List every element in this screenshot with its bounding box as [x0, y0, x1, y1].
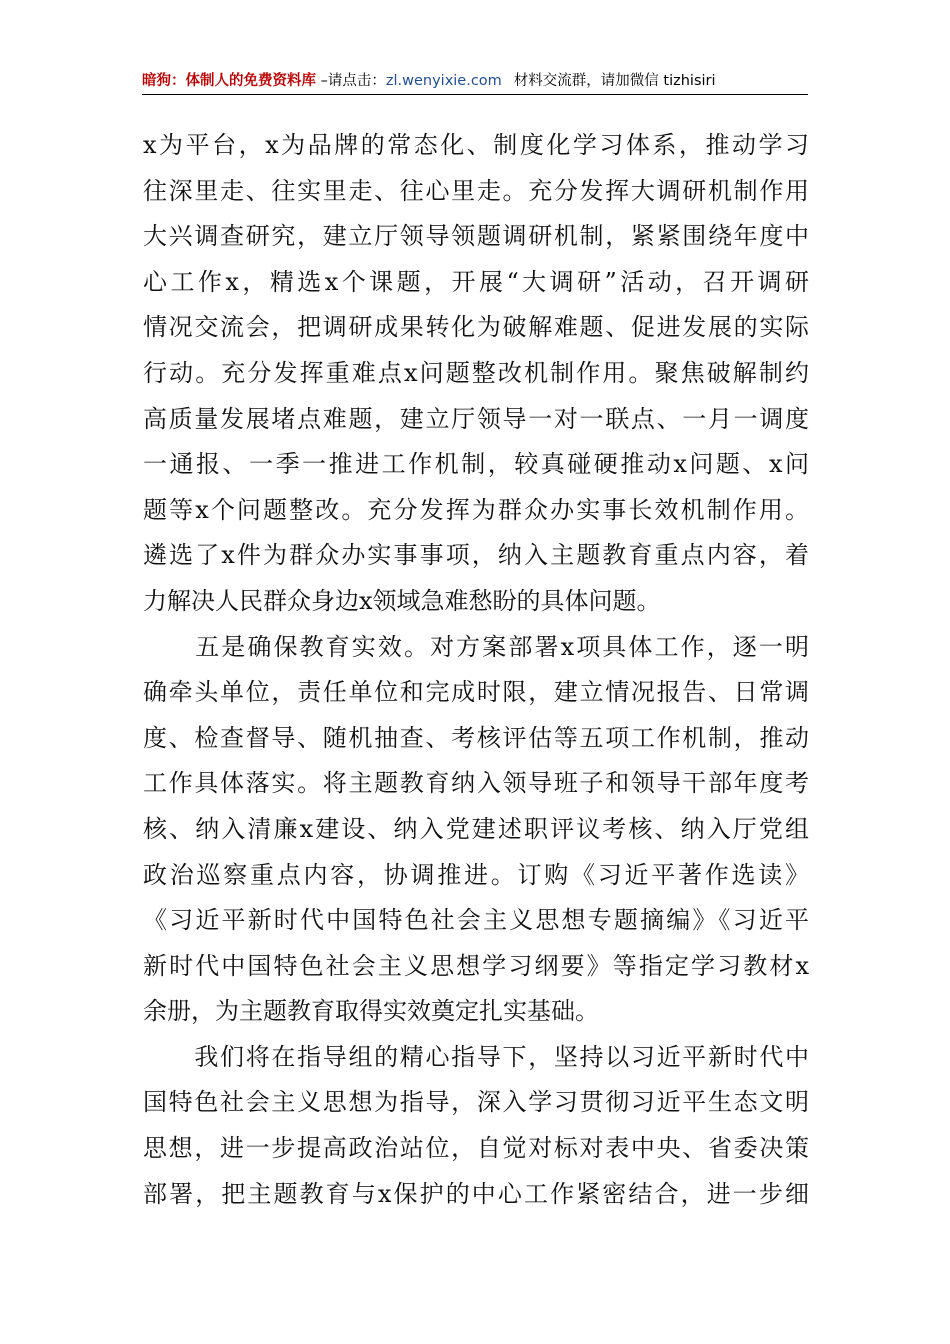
text-line: 《习近平新时代中国特色社会主义思想专题摘编》《习近平 — [143, 906, 809, 935]
text-line: 部署，把主题教育与x保护的中心工作紧密结合，进一步细 — [143, 1179, 809, 1208]
text-line: 余册，为主题教育取得实效奠定扎实基础。 — [143, 997, 599, 1026]
text-line: 五是确保教育实效。对方案部署x项具体工作，逐一明 — [143, 632, 809, 661]
text-line: 心工作x，精选x个课题，开展“大调研”活动，召开调研 — [143, 267, 809, 296]
page-header — [142, 68, 808, 94]
text-line: 行动。充分发挥重难点x问题整改机制作用。聚焦破解制约 — [143, 358, 809, 387]
text-line: 度、检查督导、随机抽查、考核评估等五项工作机制，推动 — [143, 723, 809, 752]
text-line: 我们将在指导组的精心指导下，坚持以习近平新时代中 — [143, 1042, 809, 1071]
text-line: 政治巡察重点内容，协调推进。订购《习近平著作选读》 — [143, 860, 809, 889]
text-line: 新时代中国特色社会主义思想学习纲要》等指定学习教材x — [143, 951, 809, 980]
header-brand-text: 暗狗：体制人的免费资料库 — [142, 73, 316, 89]
header-prompt-text: –请点击： — [316, 73, 386, 89]
text-line: 一通报、一季一推进工作机制，较真碰硬推动x问题、x问 — [143, 450, 809, 479]
text-line: 题等x个问题整改。充分发挥为群众办实事长效机制作用。 — [143, 495, 809, 524]
text-line: 高质量发展堵点难题，建立厅领导一对一联点、一月一调度 — [143, 404, 809, 433]
text-line: 思想，进一步提高政治站位，自觉对标对表中央、省委决策 — [143, 1134, 809, 1163]
text-line: 力解决人民群众身边x领域急难愁盼的具体问题。 — [143, 586, 661, 615]
text-line: 国特色社会主义思想为指导，深入学习贯彻习近平生态文明 — [143, 1088, 809, 1117]
text-line: 遴选了x件为群众办实事事项，纳入主题教育重点内容，着 — [143, 541, 809, 570]
text-line: 确牵头单位，责任单位和完成时限，建立情况报告、日常调 — [143, 678, 809, 707]
header-group-text: 材料交流群，请加微信 tizhisiri — [513, 73, 716, 89]
header-divider — [142, 94, 808, 95]
text-line: x为平台，x为品牌的常态化、制度化学习体系，推动学习 — [143, 131, 809, 159]
document-body — [143, 123, 809, 1217]
text-line: 核、纳入清廉x建设、纳入党建述职评议考核、纳入厅党组 — [143, 814, 809, 843]
text-line: 往深里走、往实里走、往心里走。充分发挥大调研机制作用 — [143, 176, 809, 205]
text-line: 大兴调查研究，建立厅领导领题调研机制，紧紧围绕年度中 — [143, 222, 809, 251]
text-line: 情况交流会，把调研成果转化为破解难题、促进发展的实际 — [143, 313, 809, 342]
header-website-link[interactable]: zl.wenyixie.com — [385, 73, 502, 89]
text-line: 工作具体落实。将主题教育纳入领导班子和领导干部年度考 — [143, 769, 809, 798]
